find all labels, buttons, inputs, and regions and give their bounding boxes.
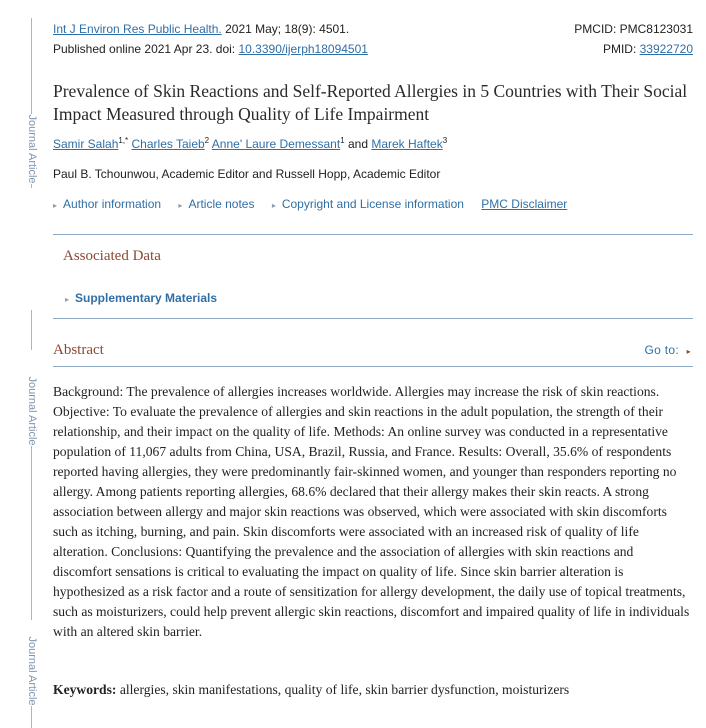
author-link[interactable]: Anne' Laure Demessant [211,137,341,151]
chevron-right-icon: ▸ [686,347,691,356]
abstract-text: Background: The prevalence of allergies increases worldwide. Allergies may increase the risk of skin reactions. Objective: To evaluate the prevalence of allergies and skin reactions in the adult population, the strength of their relationship, and their impact on the quality of life. Methods: An online survey was conducted in a representative population of 11,067 adults from China, USA, Brazil, Russia, and France. Results: Overall, 35.6% of respondents reported having allergies, they were predominantly fair-skinned women, and younger than responders reporting no allergy. Among patients reporting allergies, 68.6% declared that their allergy makes their skin reacts. A strong association between allergy and major skin reactions was observed, which were associated with skin discomforts such as itching, burning, and pain. Skin discomforts were associated with an increased risk of quality of life alteration. Conclusions: Quantifying the prevalence and the association of allergies with skin reactions and discomfort sensations is critical to evaluating the impact on quality of life. Since skin barrier alteration is hypothesized as a risk factor and a route of sensitization for allergy development, the daily use of topical treatments, such as moisturizers, could help prevent allergic skin reactions, discomfort and impaired quality of life in individuals with an altered skin barrier. [53,384,690,639]
section-divider [53,318,693,319]
author-link[interactable]: Marek Haftek [371,137,443,151]
copyright-license-toggle[interactable]: Copyright and License information [281,197,464,211]
expand-triangle-icon: ▸ [65,295,70,304]
author-link[interactable]: Samir Salah [53,137,119,151]
pmid [603,42,693,56]
academic-editors: Paul B. Tchounwou, Academic Editor and Russell Hopp, Academic Editor [53,167,441,181]
authors-conjunction: and [347,137,368,151]
expand-triangle-icon: ▸ [178,201,183,210]
section-divider [53,234,693,235]
goto-menu[interactable] [645,343,691,357]
author-affiliation: 2 [204,136,210,145]
rail-label: Journal Article [26,376,38,446]
pmid-label: PMID: [602,42,640,56]
keywords-label: Keywords: [53,682,117,697]
article-notes-toggle[interactable]: Article notes [188,197,255,211]
journal-link[interactable]: Int J Environ Res Public Health. [53,22,222,36]
rail-line [31,310,32,350]
supplementary-materials-label: Supplementary Materials [75,291,218,305]
abstract-heading: Abstract [53,342,104,358]
published-info: Published online 2021 Apr 23. doi: [53,42,239,56]
keywords-list: allergies, skin manifestations, quality of life, skin barrier dysfunction, moisturizers [119,682,570,697]
author-information-toggle[interactable]: Author information [63,197,162,211]
rail-label: Journal Article [26,114,38,184]
citation-row [53,22,693,36]
author-list [53,136,447,151]
expand-triangle-icon: ▸ [53,201,58,210]
pmid-link[interactable]: 33922720 [639,42,693,56]
publication-row [53,42,693,56]
article-title: Prevalence of Skin Reactions and Self-Reported Allergies in 5 Countries with Their Social Impact Measured through Quality of Life Impairment [53,81,688,124]
expand-triangle-icon: ▸ [271,201,276,210]
author-affiliation: 1,* [118,136,129,145]
author-affiliation: 3 [442,136,448,145]
issue-info: 2021 May; 18(9): 4501. [225,22,350,36]
rail-label: Journal Article [26,636,38,706]
author-link[interactable]: Charles Taieb [131,137,205,151]
pmc-disclaimer-link[interactable]: PMC Disclaimer [481,197,568,211]
article-tools [53,197,581,211]
keywords [53,682,693,698]
pmcid: PMCID: PMC8123031 [574,22,693,36]
rail-line [31,440,32,620]
goto-label: Go to: [644,343,680,357]
journal-article-rail [25,0,39,728]
doi-link[interactable]: 10.3390/ijerph18094501 [238,42,368,56]
section-divider [53,366,693,367]
supplementary-materials-toggle[interactable] [65,291,217,305]
author-affiliation: 1 [340,136,345,145]
associated-data-heading: Associated Data [63,248,161,264]
